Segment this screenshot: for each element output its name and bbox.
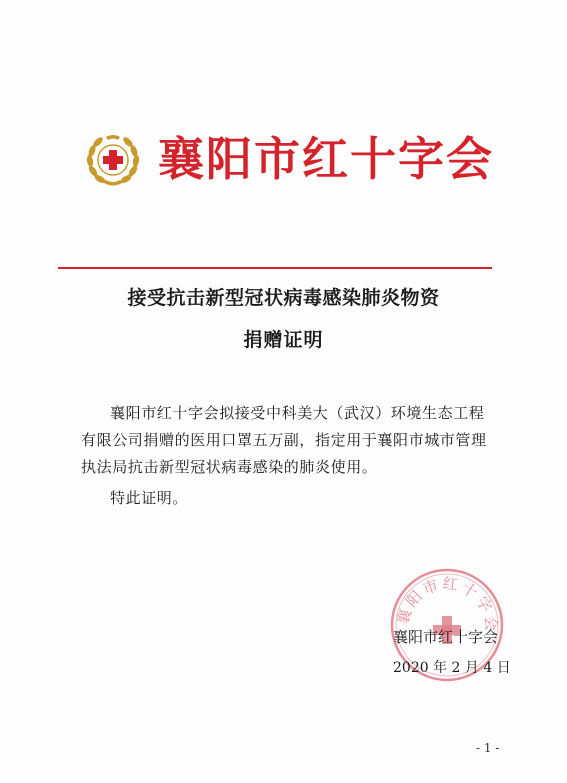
body-paragraph-line: 执法局抗击新型冠状病毒感染的肺炎使用。 (81, 458, 378, 476)
body-paragraph-line: 襄阳市红十字会拟接受中科美大（武汉）环境生态工程 (110, 404, 485, 422)
document-title-line-1: 接受抗击新型冠状病毒感染肺炎物资 (127, 287, 440, 309)
page-number: - 1 - (476, 741, 500, 755)
svg-text:襄阳市红十字会: 襄阳市红十字会 (393, 574, 501, 635)
red-cross-wreath-icon (84, 131, 142, 189)
signature-organization: 襄阳市红十字会 (393, 628, 499, 646)
header-divider (58, 267, 492, 269)
signature-date: 2020 年 2 月 4 日 (393, 660, 511, 676)
closing-statement: 特此证明。 (110, 489, 189, 507)
org-title: 襄阳市红十字会 (158, 132, 494, 186)
body-paragraph-line: 有限公司捐赠的医用口罩五万副，指定用于襄阳市城市管理 (81, 431, 487, 449)
document-title-line-2: 捐赠证明 (243, 329, 324, 351)
